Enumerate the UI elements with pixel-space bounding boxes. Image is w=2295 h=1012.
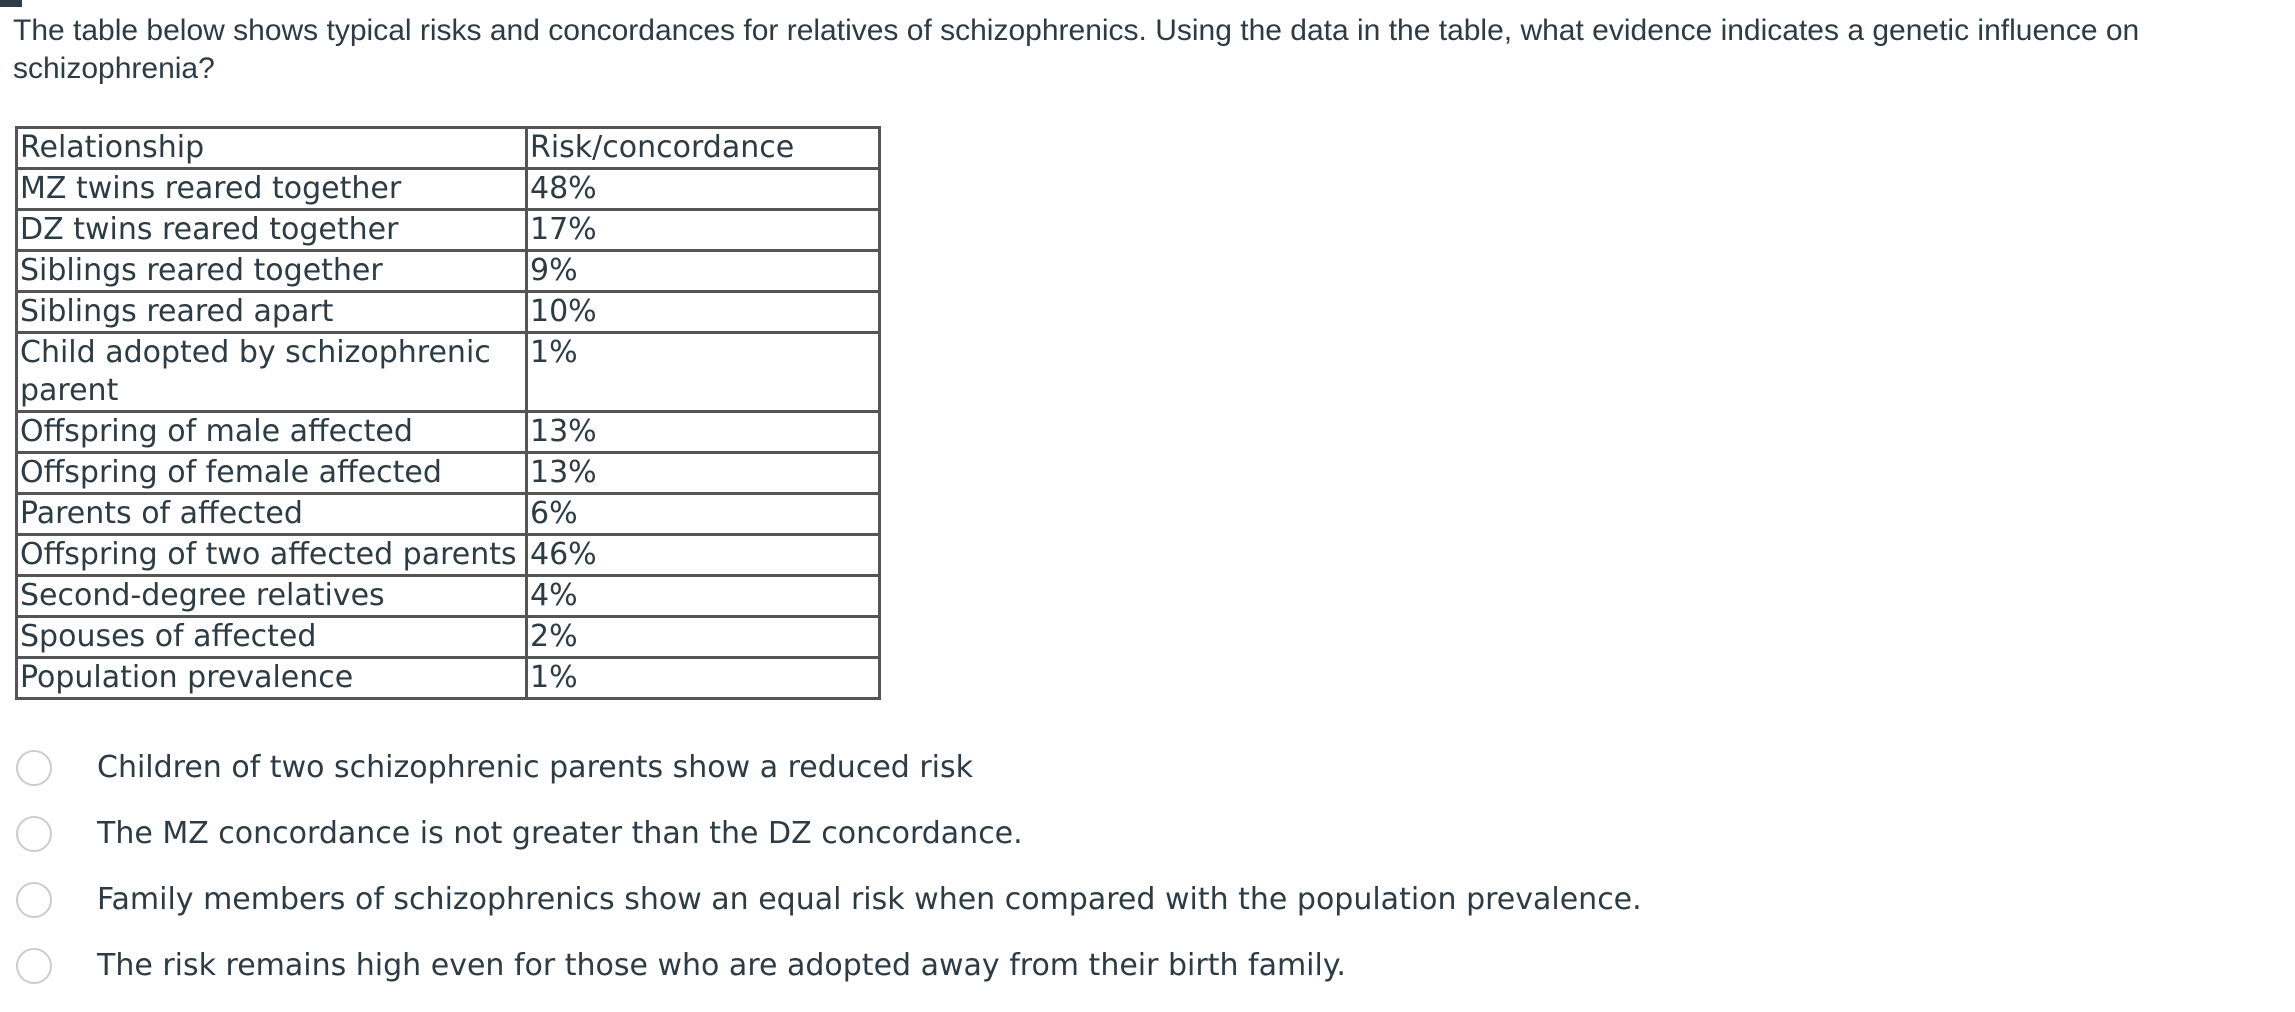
table-row [17, 658, 880, 699]
radio-button[interactable] [16, 816, 52, 852]
risk-cell: 9% [527, 251, 880, 292]
relationship-cell: Siblings reared together [17, 251, 527, 292]
radio-button[interactable] [16, 750, 52, 786]
corner-mark [0, 0, 22, 7]
table-row [17, 333, 880, 412]
relationship-cell: Offspring of two affected parents [17, 535, 527, 576]
relationship-cell: Siblings reared apart [17, 292, 527, 333]
risk-cell: 48% [527, 169, 880, 210]
header-relationship: Relationship [17, 128, 527, 169]
risk-cell: 2% [527, 617, 880, 658]
relationship-cell: Child adopted by schizophrenic parent [17, 333, 527, 412]
table-row [17, 453, 880, 494]
risk-cell: 13% [527, 453, 880, 494]
table-header-row [17, 128, 880, 169]
table-row [17, 169, 880, 210]
relationship-cell: Parents of affected [17, 494, 527, 535]
table-row [17, 210, 880, 251]
risk-cell: 46% [527, 535, 880, 576]
risk-cell: 17% [527, 210, 880, 251]
risk-cell: 4% [527, 576, 880, 617]
relationship-cell: Spouses of affected [17, 617, 527, 658]
relationship-cell: Population prevalence [17, 658, 527, 699]
option-label[interactable]: Family members of schizophrenics show an equal risk when compared with the population prevalence. [97, 882, 1642, 917]
risk-cell: 1% [527, 333, 880, 412]
risk-table [15, 126, 881, 700]
option-label[interactable]: The MZ concordance is not greater than the DZ concordance. [97, 816, 1023, 851]
relationship-cell: Offspring of female affected [17, 453, 527, 494]
table-row [17, 494, 880, 535]
risk-cell: 13% [527, 412, 880, 453]
table-row [17, 292, 880, 333]
table-row [17, 535, 880, 576]
table-row [17, 576, 880, 617]
relationship-cell: Second-degree relatives [17, 576, 527, 617]
table-row [17, 251, 880, 292]
option-label[interactable]: The risk remains high even for those who are adopted away from their birth family. [97, 948, 1346, 983]
risk-cell: 1% [527, 658, 880, 699]
table-row [17, 617, 880, 658]
header-risk: Risk/concordance [527, 128, 880, 169]
question-text: The table below shows typical risks and concordances for relatives of schizophrenics. Using the data in the table, what evidence indicates a genetic influence on schizophrenia? [13, 14, 2140, 85]
relationship-cell: DZ twins reared together [17, 210, 527, 251]
radio-button[interactable] [16, 948, 52, 984]
option-label[interactable]: Children of two schizophrenic parents show a reduced risk [97, 750, 974, 785]
risk-cell: 6% [527, 494, 880, 535]
table-row [17, 412, 880, 453]
risk-cell: 10% [527, 292, 880, 333]
radio-button[interactable] [16, 882, 52, 918]
relationship-cell: Offspring of male affected [17, 412, 527, 453]
relationship-cell: MZ twins reared together [17, 169, 527, 210]
